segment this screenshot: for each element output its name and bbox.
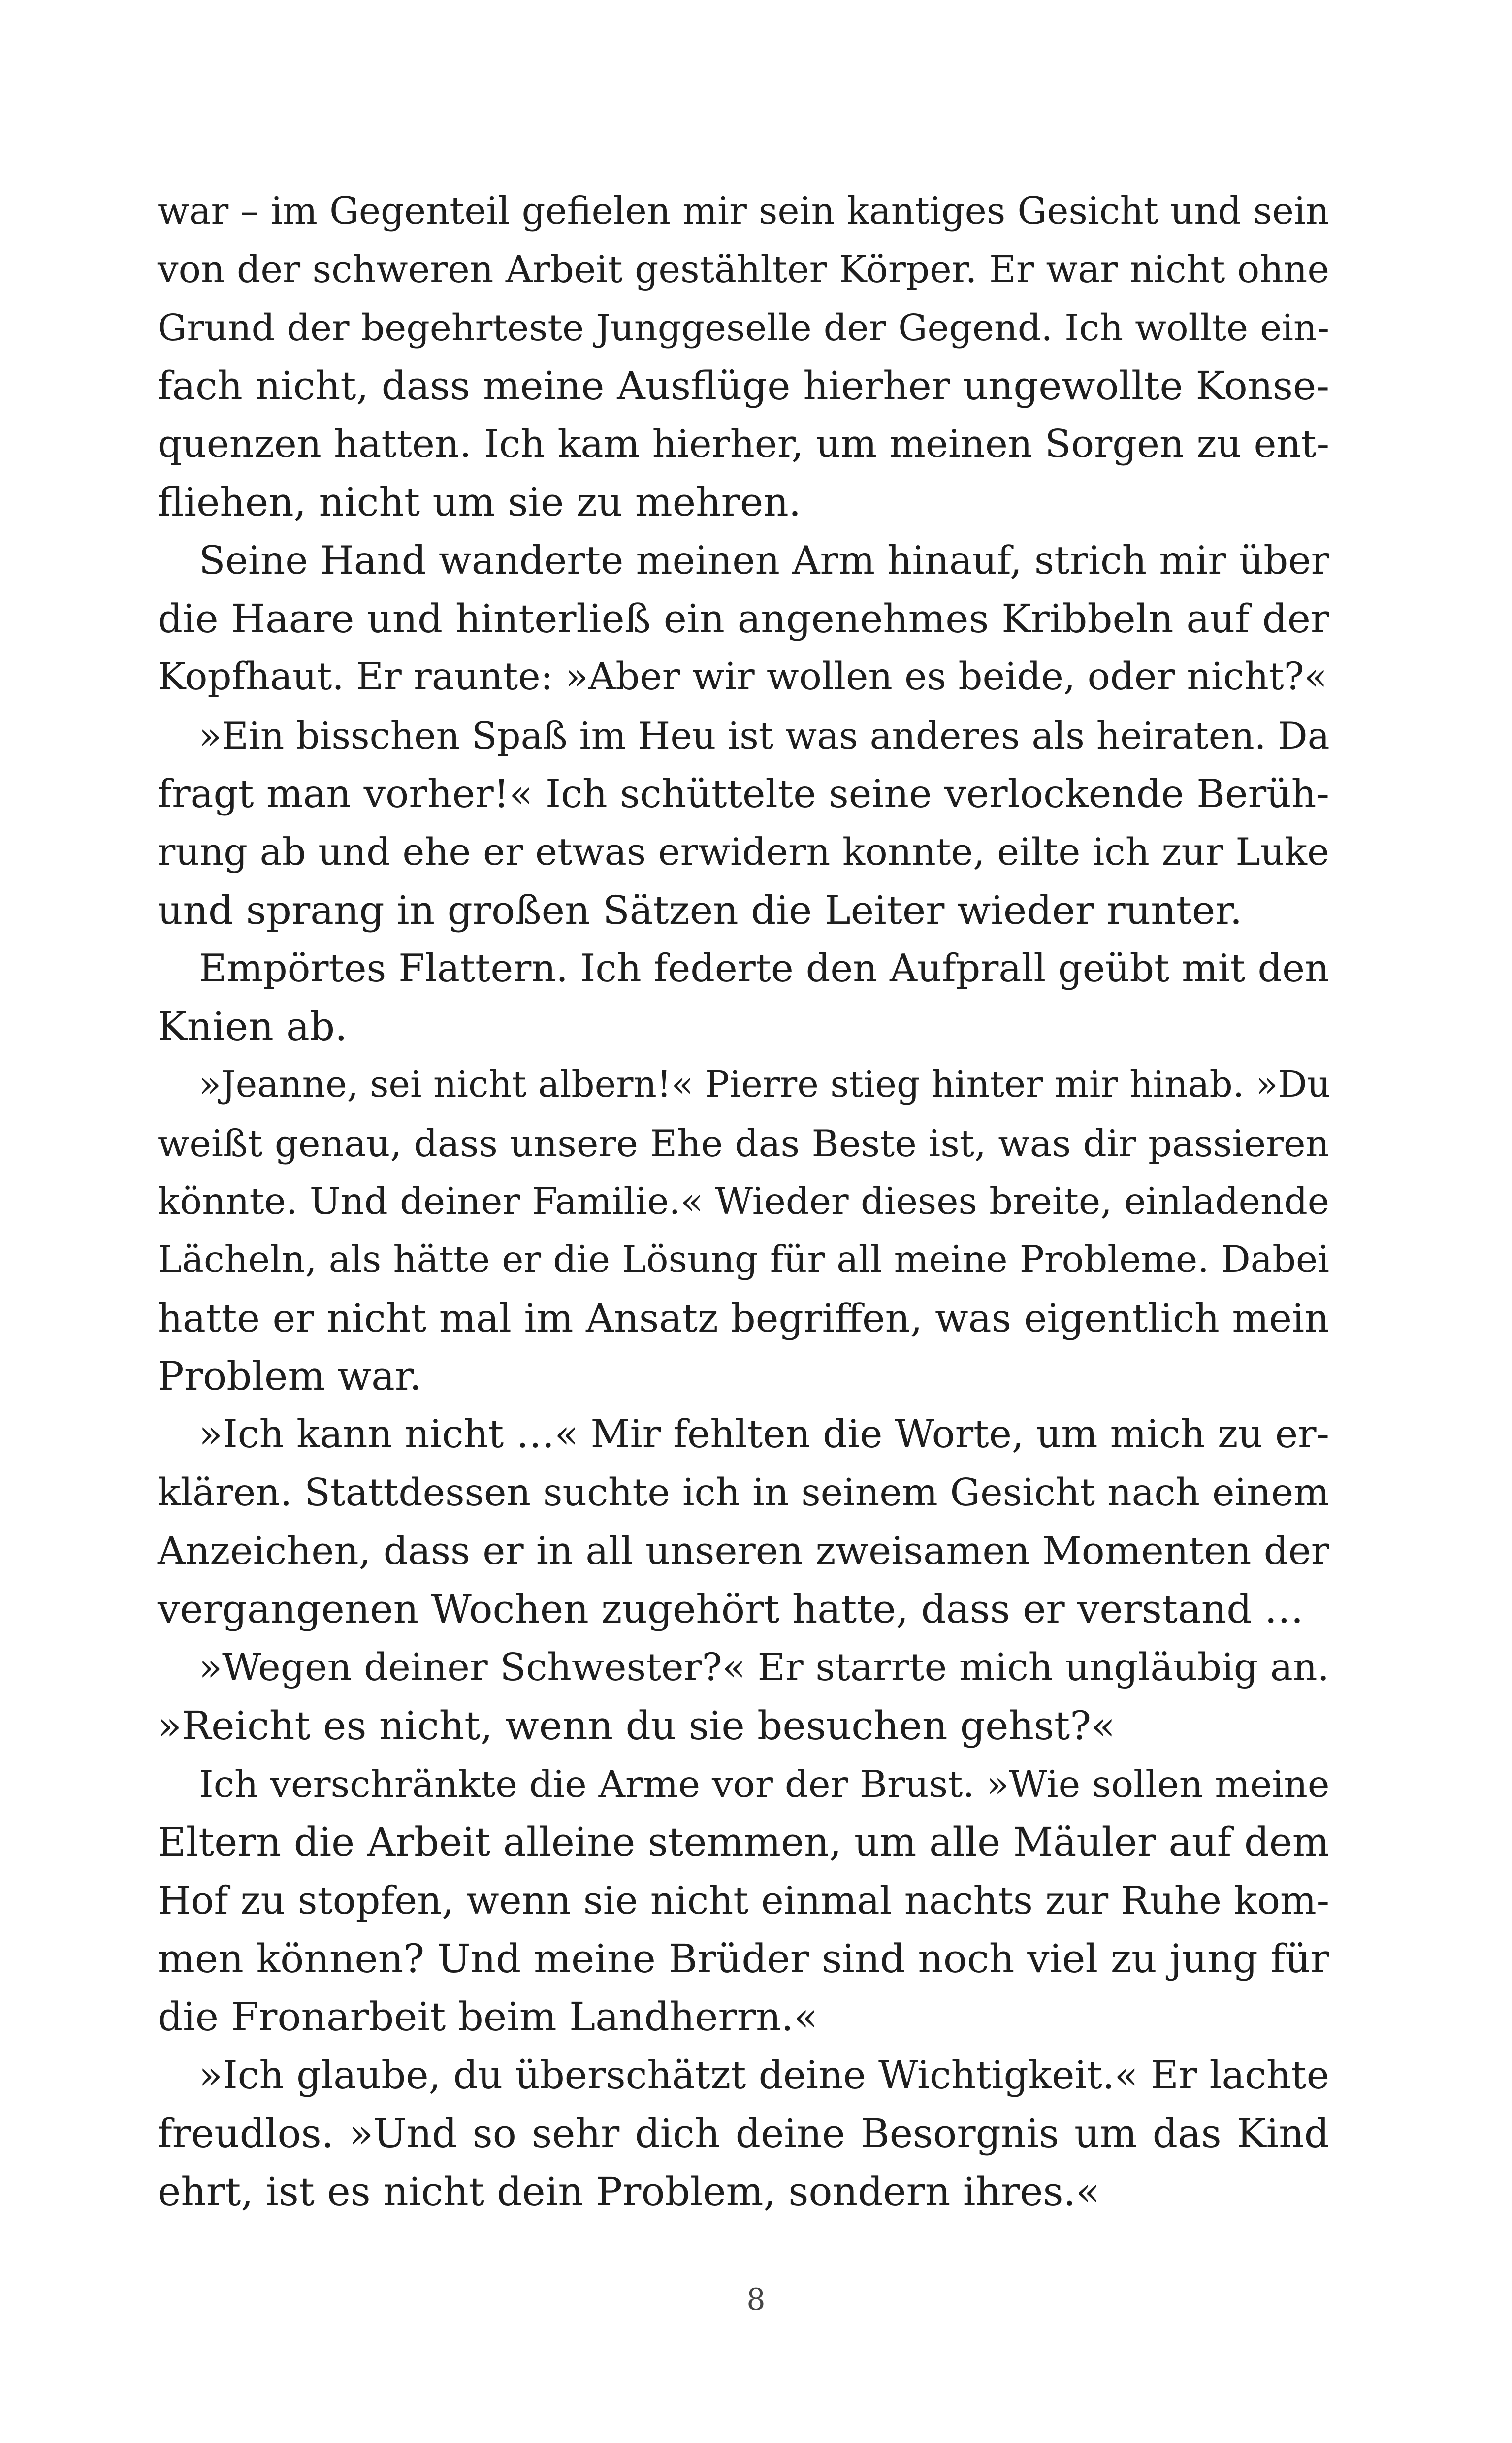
text-line: Lächeln, als hätte er die Lösung für all meine Probleme. Dabei — [158, 1238, 1329, 1281]
text-line: »Jeanne, sei nicht albern!« Pierre stieg hinter mir hinab. »Du — [199, 1064, 1331, 1106]
paragraph — [158, 2047, 1329, 2221]
text-line: von der schweren Arbeit gestählter Körper. Er war nicht ohne — [158, 248, 1329, 292]
text-line: weißt genau, dass unsere Ehe das Beste ist, was dir passieren — [158, 1121, 1329, 1165]
text-line: Seine Hand wanderte meinen Arm hinauf, strich mir über — [199, 538, 1329, 583]
text-line: »Reicht es nicht, wenn du sie besuchen gehst?« — [158, 1702, 1116, 1749]
paragraph — [158, 707, 1329, 940]
text-line: und sprang in großen Sätzen die Leiter wieder runter. — [158, 887, 1243, 933]
text-line: klären. Stattdessen suchte ich in seinem Gesicht nach einem — [158, 1470, 1329, 1515]
text-line: Knien ab. — [158, 1004, 348, 1050]
paragraph — [158, 940, 1329, 1056]
text-line: ehrt, ist es nicht dein Problem, sondern ihres.« — [158, 2169, 1100, 2215]
text-line: die Fronarbeit beim Landherrn.« — [158, 1994, 818, 2040]
text-line: »Wegen deiner Schwester?« Er starrte mich ungläubig an. — [199, 1645, 1329, 1690]
text-line: Eltern die Arbeit alleine stemmen, um alle Mäuler auf dem — [158, 1819, 1329, 1865]
paragraph — [158, 1638, 1329, 1755]
paragraph — [158, 182, 1329, 532]
text-line: Kopfhaut. Er raunte: »Aber wir wollen es beide, oder nicht?« — [158, 655, 1327, 699]
text-line: fliehen, nicht um sie zu mehren. — [158, 479, 802, 525]
text-line: freudlos. »Und so sehr dich deine Besorgnis um das Kind — [158, 2110, 1329, 2156]
page-number: 8 — [746, 2282, 766, 2317]
text-line: men können? Und meine Brüder sind noch viel zu jung für — [158, 1935, 1329, 1982]
text-line: die Haare und hinterließ ein angenehmes Kribbeln auf der — [158, 596, 1329, 642]
paragraph — [158, 1755, 1329, 2046]
text-line: könnte. Und deiner Familie.« Wieder dieses breite, einladende — [158, 1180, 1329, 1223]
text-line: vergangenen Wochen zugehört hatte, dass er verstand … — [158, 1586, 1304, 1632]
text-line: war – im Gegenteil gefielen mir sein kantiges Gesicht und sein — [158, 190, 1329, 232]
text-line: Ich verschränkte die Arme vor der Brust. »Wie sollen meine — [199, 1762, 1330, 1806]
paragraph — [158, 1405, 1329, 1638]
text-line: quenzen hatten. Ich kam hierher, um meinen Sorgen zu ent- — [158, 422, 1329, 467]
text-line: »Ich kann nicht …« Mir fehlten die Worte, um mich zu er- — [199, 1412, 1329, 1457]
text-line: fach nicht, dass meine Ausflüge hierher ungewollte Konse- — [158, 362, 1329, 409]
text-line: fragt man vorher!« Ich schüttelte seine verlockende Berüh- — [158, 771, 1329, 816]
text-line: rung ab und ehe er etwas erwidern konnte, eilte ich zur Luke — [158, 830, 1329, 874]
body-text — [158, 182, 1329, 2221]
text-line: Grund der begehrteste Junggeselle der Gegend. Ich wollte ein- — [158, 306, 1329, 349]
text-line: Anzeichen, dass er in all unseren zweisamen Momenten der — [158, 1529, 1329, 1573]
text-line: Hof zu stopfen, wenn sie nicht einmal nachts zur Ruhe kom- — [158, 1878, 1329, 1923]
text-line: Empörtes Flattern. Ich federte den Aufprall geübt mit den — [199, 946, 1329, 991]
text-line: »Ich glaube, du überschätzt deine Wichtigkeit.« Er lachte — [199, 2052, 1329, 2098]
text-line: Problem war. — [158, 1353, 422, 1399]
text-line: »Ein bisschen Spaß im Heu ist was anderes als heiraten. Da — [199, 714, 1330, 757]
paragraph — [158, 532, 1329, 707]
text-line: hatte er nicht mal im Ansatz begriffen, was eigentlich mein — [158, 1295, 1329, 1341]
paragraph — [158, 1056, 1329, 1405]
